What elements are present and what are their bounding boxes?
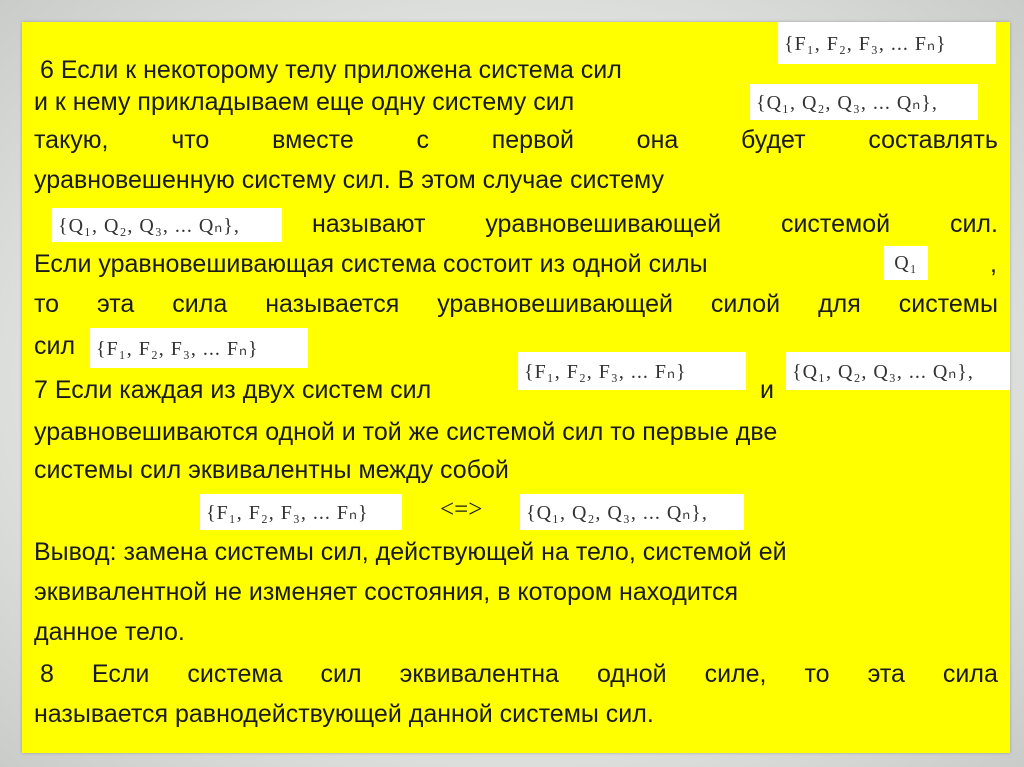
formula-f-set-4	[200, 494, 402, 530]
word: 8	[40, 660, 54, 688]
text-line-3	[34, 124, 998, 156]
slide	[22, 22, 1010, 753]
word: сила	[942, 660, 998, 688]
word: сил.	[949, 210, 998, 238]
word: то	[34, 290, 60, 318]
formula-text: Q₁	[894, 251, 918, 274]
word: для	[818, 290, 861, 318]
comma: ,	[990, 250, 997, 278]
equivalence-sign: <=>	[440, 496, 483, 523]
text-line-16: называется равнодействующей данной системы сил.	[34, 700, 654, 728]
word: эта	[867, 660, 905, 688]
formula-text: {F₁, F₂, F₃, ... Fₙ}	[524, 360, 687, 383]
word: сила	[172, 290, 228, 318]
word: одной	[596, 660, 667, 688]
formula-text: {Q₁, Q₂, Q₃, ... Qₙ},	[756, 91, 938, 114]
word: то	[804, 660, 830, 688]
text-line-13: эквивалентной не изменяет состояния, в котором находится	[34, 578, 739, 606]
word: с	[416, 126, 429, 154]
word: уравновешивающей	[437, 290, 673, 318]
word: она	[636, 126, 679, 154]
word: система	[187, 660, 283, 688]
line-text: Если уравновешивающая система состоит из одной силы	[34, 250, 708, 278]
formula-q-set-2	[52, 208, 282, 242]
text-and: и	[760, 376, 774, 404]
word: вместе	[272, 126, 354, 154]
formula-q1	[884, 246, 928, 280]
text-line-6	[34, 248, 998, 280]
formula-f-set-2	[90, 328, 308, 368]
formula-text: {Q₁, Q₂, Q₃, ... Qₙ},	[58, 214, 240, 237]
word: эта	[97, 290, 135, 318]
formula-text: {F₁, F₂, F₃, ... Fₙ}	[206, 501, 369, 524]
formula-text: {F₁, F₂, F₃, ... Fₙ}	[784, 32, 947, 55]
word: будет	[741, 126, 806, 154]
word: Если	[91, 660, 150, 688]
text-line-11: системы сил эквивалентны между собой	[34, 456, 509, 484]
text-line-5	[312, 208, 998, 240]
word: что	[171, 126, 210, 154]
word: сил	[320, 660, 362, 688]
formula-f-set-3	[518, 352, 746, 390]
word: такую,	[34, 126, 109, 154]
formula-text: {Q₁, Q₂, Q₃, ... Qₙ},	[792, 360, 974, 383]
text-line-10: уравновешиваются одной и той же системой сил то первые две	[34, 418, 778, 446]
formula-q-set-1	[750, 84, 978, 120]
formula-text: {Q₁, Q₂, Q₃, ... Qₙ},	[526, 501, 708, 524]
text-line-8: сил	[34, 332, 76, 360]
word: системой	[780, 210, 891, 238]
word: силе,	[704, 660, 767, 688]
word: составлять	[868, 126, 998, 154]
text-line-9: 7 Если каждая из двух систем сил	[34, 376, 432, 404]
formula-text: {F₁, F₂, F₃, ... Fₙ}	[96, 337, 259, 360]
formula-q-set-3	[786, 352, 1010, 390]
word: первой	[491, 126, 574, 154]
formula-f-set-1	[778, 22, 996, 64]
text-line-2: и к нему прикладываем еще одну систему сил	[34, 88, 575, 116]
word: эквивалентна	[399, 660, 559, 688]
formula-q-set-4	[520, 494, 744, 530]
text-line-14: данное тело.	[34, 618, 185, 646]
word: системы	[898, 290, 998, 318]
word: называется	[265, 290, 400, 318]
text-line-4: уравновешенную систему сил. В этом случае систему	[34, 166, 664, 194]
text-line-7	[34, 288, 998, 320]
text-line-12: Вывод: замена системы сил, действующей на тело, системой ей	[34, 538, 787, 566]
text-line-15	[40, 658, 998, 690]
word: уравновешивающей	[485, 210, 722, 238]
word: силой	[710, 290, 781, 318]
text-line-1: 6 Если к некоторому телу приложена система сил	[40, 56, 622, 84]
word: называют	[312, 210, 426, 238]
